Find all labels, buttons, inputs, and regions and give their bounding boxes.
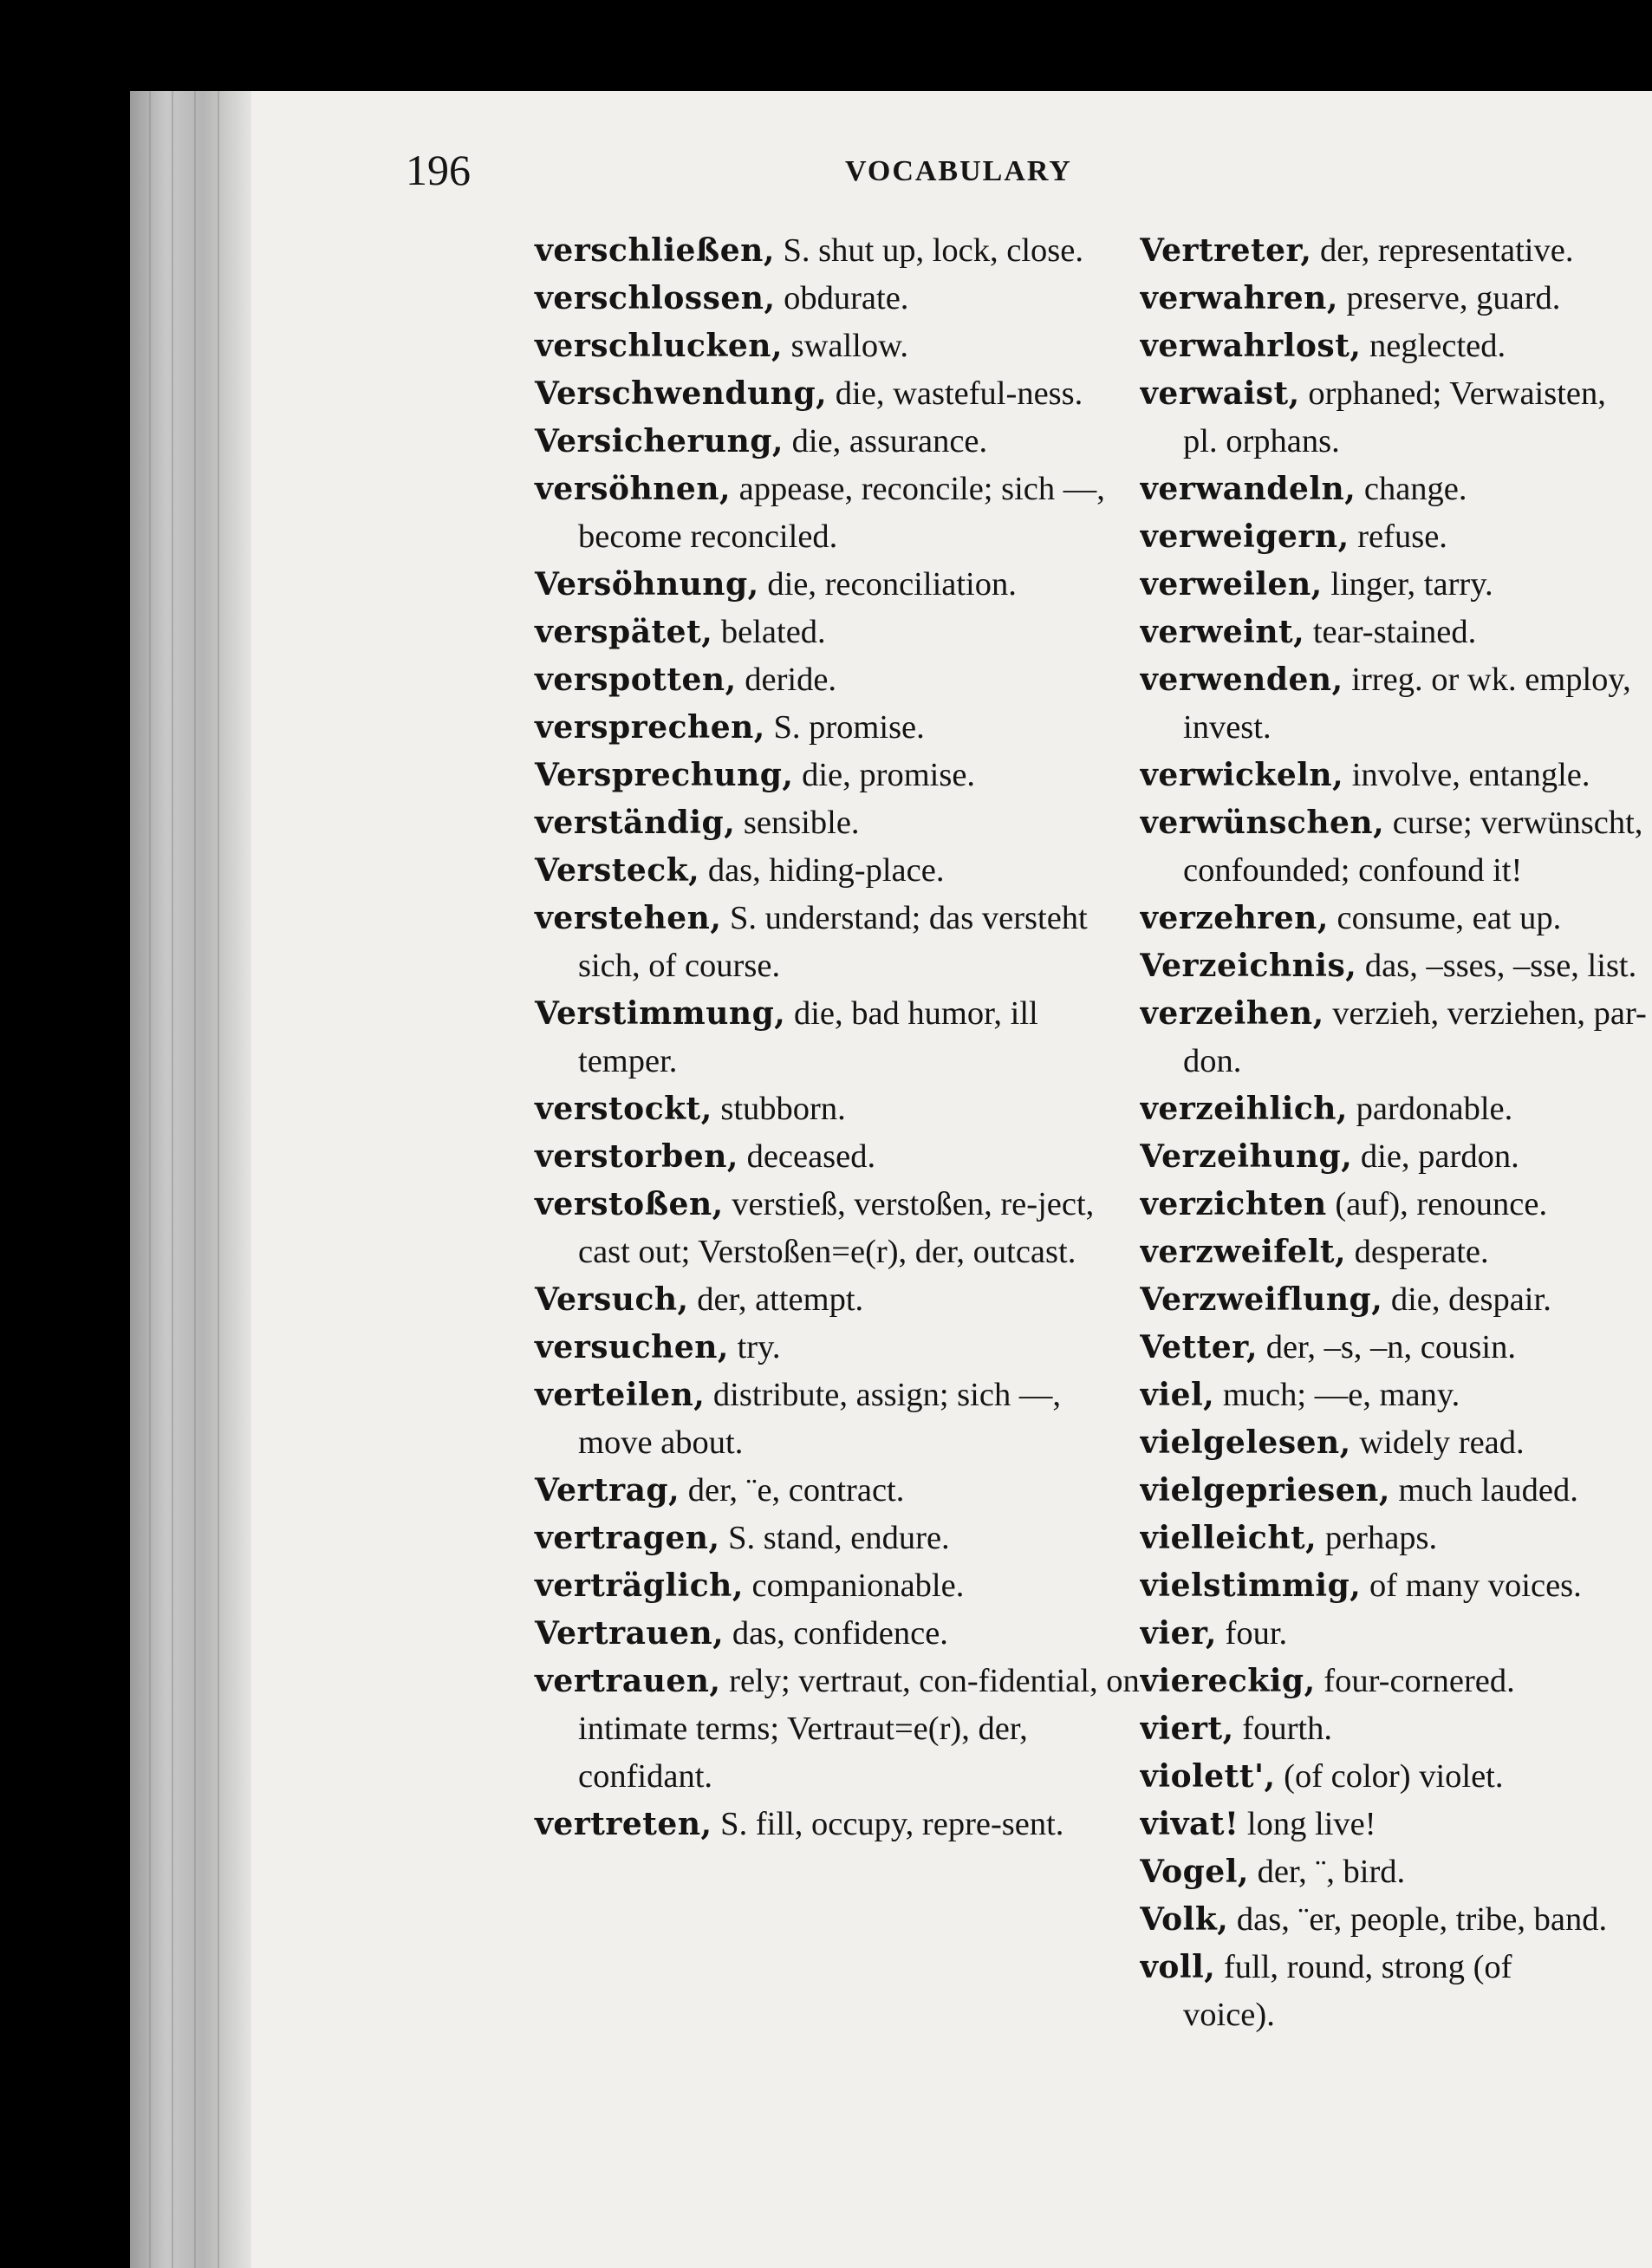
entry-headword: Vertrauen, <box>535 1615 725 1652</box>
dictionary-entry <box>535 895 1141 990</box>
entry-definition: perhaps. <box>1317 1520 1438 1556</box>
entry-definition: verzieh, verziehen, par- <box>1324 995 1647 1032</box>
entry-definition: die, bad humor, ill temper. <box>578 995 1038 1079</box>
entry-headword: verschließen, <box>535 232 775 269</box>
entry-definition: desperate. <box>1346 1234 1489 1270</box>
entry-definition: der, ¨, bird. <box>1248 1854 1406 1890</box>
entry-headword: Verschwendung, <box>535 375 828 412</box>
dictionary-entry <box>535 1801 1141 1848</box>
entry-definition: confounded; confound it! <box>1183 852 1523 889</box>
entry-definition: curse; verwünscht, <box>1384 805 1643 841</box>
dictionary-entry <box>1140 656 1652 752</box>
page-edge-shadow <box>130 91 251 2268</box>
entry-definition: (auf), renounce. <box>1326 1186 1548 1222</box>
entry-definition: swallow. <box>782 328 909 364</box>
entry-headword: Vertreter, <box>1140 232 1312 269</box>
page-header <box>0 145 1652 223</box>
dictionary-entry <box>535 323 1141 370</box>
entry-headword: viereckig, <box>1140 1663 1316 1699</box>
dictionary-entry <box>535 990 1141 1085</box>
entry-definition: pardonable. <box>1347 1091 1513 1127</box>
entry-headword: vertragen, <box>535 1520 720 1556</box>
entry-headword: verschlossen, <box>535 280 776 316</box>
entry-headword: versuchen, <box>535 1329 729 1365</box>
entry-definition: preserve, guard. <box>1337 280 1561 316</box>
entry-definition: S. fill, occupy, repre-sent. <box>712 1806 1064 1842</box>
dictionary-entry <box>535 1610 1141 1658</box>
entry-definition: much lauded. <box>1389 1472 1578 1509</box>
entry-headword: verstehen, <box>535 900 722 936</box>
entry-headword: verstockt, <box>535 1091 712 1127</box>
dictionary-entry <box>535 1133 1141 1181</box>
entry-definition: die, reconciliation. <box>758 566 1017 603</box>
dictionary-entry <box>535 1181 1141 1276</box>
entry-definition: das, –sses, –sse, list. <box>1356 948 1637 984</box>
dictionary-entry <box>535 1562 1141 1610</box>
entry-headword: verzeihlich, <box>1140 1091 1348 1127</box>
dictionary-entry <box>535 1372 1141 1467</box>
entry-headword: verwickeln, <box>1140 757 1344 793</box>
dictionary-entry <box>1140 1848 1652 1896</box>
entry-headword: verwahren, <box>1140 280 1338 316</box>
entry-definition: widely read. <box>1350 1424 1525 1461</box>
running-head: VOCABULARY <box>845 155 1072 187</box>
entry-headword: Versprechung, <box>535 757 794 793</box>
entry-definition: stubborn. <box>712 1091 846 1127</box>
dictionary-entry <box>535 418 1141 466</box>
entry-definition: die, promise. <box>793 757 976 793</box>
entry-definition: companionable. <box>743 1567 965 1604</box>
entry-definition: change. <box>1356 471 1467 507</box>
entry-headword: verstoßen, <box>535 1186 724 1222</box>
entry-headword: verspotten, <box>535 662 737 698</box>
entry-headword: Verstimmung, <box>535 995 786 1032</box>
entry-definition: fourth. <box>1233 1711 1332 1747</box>
dictionary-entry <box>535 1324 1141 1372</box>
entry-definition: das, confidence. <box>724 1615 948 1652</box>
entry-definition: die, pardon. <box>1352 1138 1519 1175</box>
entry-headword: verwandeln, <box>1140 471 1356 507</box>
dictionary-entry <box>1140 1896 1652 1944</box>
dictionary-entry <box>1140 466 1652 513</box>
entry-definition: verstieß, verstoßen, re-ject, cast out; Verstoßen=e(r), der, outcast. <box>578 1186 1095 1270</box>
dictionary-entry <box>1140 323 1652 370</box>
dictionary-entry <box>535 799 1141 847</box>
dictionary-entry <box>535 1658 1141 1801</box>
entry-definition: distribute, assign; sich —, move about. <box>578 1377 1061 1461</box>
dictionary-entry <box>535 656 1141 704</box>
entry-headword: vertreten, <box>535 1806 712 1842</box>
dictionary-entry <box>1140 1372 1652 1419</box>
dictionary-entry <box>1140 1467 1652 1515</box>
entry-headword: vertrauen, <box>535 1663 721 1699</box>
dictionary-entry <box>535 466 1141 561</box>
entry-headword: verständig, <box>535 805 736 841</box>
edge-line <box>172 91 173 2268</box>
entry-headword: verwahrlost, <box>1140 328 1362 364</box>
dictionary-entry <box>1140 1610 1652 1658</box>
dictionary-entry <box>1140 1515 1652 1562</box>
entry-headword: Versöhnung, <box>535 566 759 603</box>
entry-headword: violett', <box>1140 1758 1276 1795</box>
entry-definition: involve, entangle. <box>1343 757 1590 793</box>
entry-headword: vivat! <box>1140 1806 1239 1842</box>
entry-definition: linger, tarry. <box>1322 566 1493 603</box>
entry-definition: four. <box>1216 1615 1288 1652</box>
entry-headword: verträglich, <box>535 1567 744 1604</box>
entry-definition: S. promise. <box>764 709 925 746</box>
dictionary-entry <box>1140 275 1652 323</box>
page-number: 196 <box>406 146 471 194</box>
entry-definition: die, despair. <box>1382 1281 1551 1318</box>
entry-headword: Versicherung, <box>535 423 784 459</box>
dictionary-entry <box>1140 1753 1652 1801</box>
dictionary-entry <box>535 1515 1141 1562</box>
dictionary-entry <box>1140 1658 1652 1705</box>
left-column <box>535 227 1140 1848</box>
entry-definition: of many voices. <box>1361 1567 1582 1604</box>
entry-definition: der, –s, –n, cousin. <box>1258 1329 1516 1365</box>
dictionary-entry <box>1140 1705 1652 1753</box>
entry-headword: verzehren, <box>1140 900 1329 936</box>
entry-headword: vier, <box>1140 1615 1217 1652</box>
right-column <box>1140 227 1652 2039</box>
entry-headword: vielgepriesen, <box>1140 1472 1390 1509</box>
edge-line <box>194 91 196 2268</box>
entry-headword: Verzweiflung, <box>1140 1281 1383 1318</box>
entry-definition: try. <box>728 1329 781 1365</box>
entry-definition: der, attempt. <box>688 1281 864 1318</box>
dictionary-entry <box>535 275 1141 323</box>
entry-definition: tear-stained. <box>1304 614 1477 650</box>
dictionary-entry <box>1140 1228 1652 1276</box>
entry-definition: das, ¨er, people, tribe, band. <box>1228 1901 1608 1938</box>
entry-headword: Versteck, <box>535 852 700 889</box>
entry-definition: das, hiding-place. <box>699 852 945 889</box>
dictionary-entry <box>1140 1133 1652 1181</box>
entry-headword: verstorben, <box>535 1138 738 1175</box>
dictionary-entry <box>1140 609 1652 656</box>
dictionary-entry <box>1140 942 1652 990</box>
entry-definition: der, ¨e, contract. <box>680 1472 905 1509</box>
dictionary-entry <box>1140 1801 1652 1848</box>
dictionary-entry <box>1140 1085 1652 1133</box>
entry-definition: don. <box>1183 1043 1242 1079</box>
dictionary-entry <box>535 370 1141 418</box>
entry-headword: viel, <box>1140 1377 1215 1413</box>
entry-headword: verweint, <box>1140 614 1305 650</box>
dictionary-entry <box>1140 227 1652 275</box>
dictionary-entry <box>535 1085 1141 1133</box>
entry-definition: S. shut up, lock, close. <box>774 232 1083 269</box>
dictionary-entry <box>1140 895 1652 942</box>
dictionary-entry <box>535 561 1141 609</box>
dictionary-entry <box>1140 1324 1652 1372</box>
entry-definition: rely; vertraut, con-fidential, on intimate terms; Vertraut=e(r), der, confidant. <box>578 1663 1140 1795</box>
dictionary-entry <box>1140 1419 1652 1467</box>
entry-definition: die, assurance. <box>783 423 988 459</box>
entry-definition: consume, eat up. <box>1328 900 1562 936</box>
entry-definition: der, representative. <box>1311 232 1574 269</box>
entry-headword: verschlucken, <box>535 328 783 364</box>
entry-headword: verzichten <box>1140 1186 1327 1222</box>
entry-headword: Vertrag, <box>535 1472 680 1509</box>
entry-definition: irreg. or wk. employ, <box>1343 662 1631 698</box>
entry-headword: versöhnen, <box>535 471 732 507</box>
dictionary-entry <box>1140 1181 1652 1228</box>
dictionary-entry <box>1140 799 1652 895</box>
dictionary-entry <box>1140 370 1652 466</box>
entry-headword: verteilen, <box>535 1377 706 1413</box>
entry-definition: S. stand, endure. <box>719 1520 950 1556</box>
entry-definition: invest. <box>1183 709 1272 746</box>
dictionary-entry <box>535 1276 1141 1324</box>
dictionary-entry <box>535 609 1141 656</box>
dictionary-entry <box>535 752 1141 799</box>
entry-headword: vielgelesen, <box>1140 1424 1351 1461</box>
entry-headword: vielleicht, <box>1140 1520 1317 1556</box>
entry-definition: deceased. <box>738 1138 876 1175</box>
entry-headword: verwenden, <box>1140 662 1343 698</box>
dictionary-entry <box>1140 1562 1652 1610</box>
entry-definition: voice). <box>1183 1997 1275 2033</box>
entry-headword: verwaist, <box>1140 375 1300 412</box>
entry-headword: Versuch, <box>535 1281 689 1318</box>
entry-headword: verzeihen, <box>1140 995 1324 1032</box>
entry-headword: Verzeihung, <box>1140 1138 1353 1175</box>
dictionary-entry <box>1140 990 1652 1085</box>
edge-line <box>218 91 219 2268</box>
entry-headword: verzweifelt, <box>1140 1234 1347 1270</box>
entry-headword: viert, <box>1140 1711 1234 1747</box>
entry-headword: verweigern, <box>1140 518 1350 555</box>
entry-definition: much; —e, many. <box>1214 1377 1460 1413</box>
entry-definition: sensible. <box>735 805 860 841</box>
entry-definition: pl. orphans. <box>1183 423 1340 459</box>
entry-definition: four-cornered. <box>1315 1663 1515 1699</box>
dictionary-entry <box>1140 1276 1652 1324</box>
edge-line <box>149 91 151 2268</box>
dictionary-entry <box>535 704 1141 752</box>
entry-headword: voll, <box>1140 1949 1216 1985</box>
dictionary-entry <box>1140 561 1652 609</box>
entry-definition: appease, reconcile; sich —, become reconciled. <box>578 471 1105 555</box>
entry-headword: verspätet, <box>535 614 713 650</box>
entry-definition: neglected. <box>1361 328 1506 364</box>
dictionary-entry <box>1140 513 1652 561</box>
dictionary-entry <box>535 847 1141 895</box>
dictionary-entry <box>1140 1944 1652 2039</box>
entry-headword: versprechen, <box>535 709 765 746</box>
dictionary-entry <box>535 227 1141 275</box>
entry-definition: full, round, strong (of <box>1215 1949 1512 1985</box>
entry-definition: obdurate. <box>775 280 909 316</box>
entry-headword: Volk, <box>1140 1901 1229 1938</box>
entry-definition: die, wasteful-ness. <box>827 375 1083 412</box>
entry-headword: Vogel, <box>1140 1854 1249 1890</box>
entry-definition: orphaned; Verwaisten, <box>1299 375 1606 412</box>
entry-headword: vielstimmig, <box>1140 1567 1362 1604</box>
entry-definition: belated. <box>712 614 826 650</box>
entry-definition: long live! <box>1239 1806 1376 1842</box>
entry-definition: (of color) violet. <box>1275 1758 1504 1795</box>
entry-headword: Verzeichnis, <box>1140 948 1357 984</box>
entry-headword: verweilen, <box>1140 566 1323 603</box>
entry-headword: verwünschen, <box>1140 805 1385 841</box>
entry-definition: S. understand; das versteht sich, of course. <box>578 900 1088 984</box>
dictionary-entry <box>535 1467 1141 1515</box>
entry-definition: deride. <box>736 662 837 698</box>
dictionary-entry <box>1140 752 1652 799</box>
entry-headword: Vetter, <box>1140 1329 1259 1365</box>
entry-definition: refuse. <box>1349 518 1447 555</box>
